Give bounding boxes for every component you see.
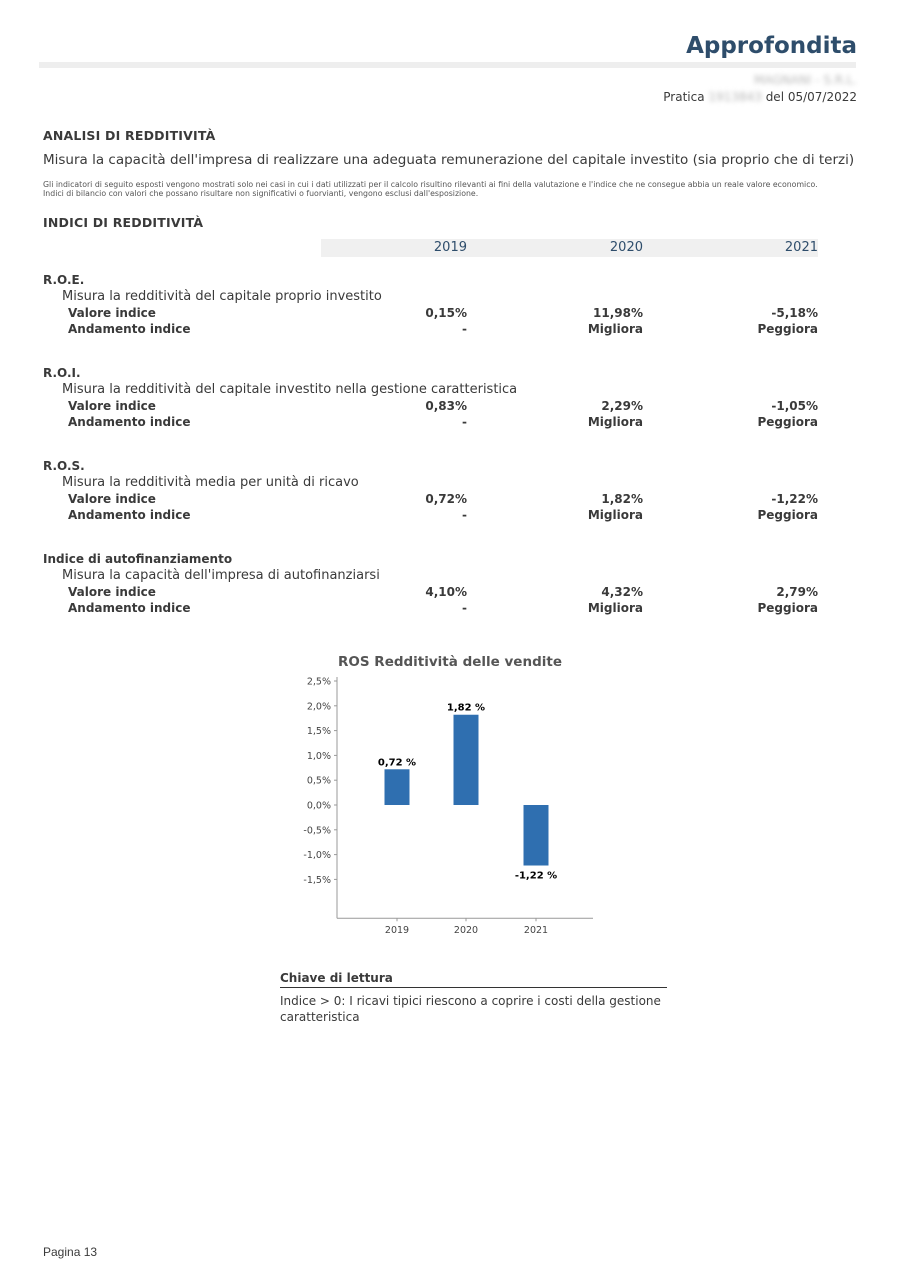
y-tick-label: 2,5%: [306, 676, 331, 688]
trend-cell: Migliora: [587, 322, 643, 336]
indices-title: INDICI DI REDDITIVITÀ: [43, 215, 204, 230]
value-cell: 2,79%: [776, 585, 818, 599]
indicator-name: R.O.S.: [43, 459, 85, 473]
chart-plot-area: [303, 677, 593, 936]
trend-cell: Migliora: [587, 415, 643, 429]
trend-cell: -: [462, 322, 467, 336]
trend-row-label: Andamento indice: [68, 508, 191, 522]
trend-cell: Migliora: [587, 601, 643, 615]
reading-key-text: Indice > 0: I ricavi tipici riescono a coprire i costi della gestione caratteristica: [280, 994, 661, 1024]
trend-row-label: Andamento indice: [68, 322, 191, 336]
section-title: ANALISI DI REDDITIVITÀ: [43, 128, 216, 143]
y-tick-label: -0,5%: [303, 825, 331, 837]
trend-cell: -: [462, 508, 467, 522]
header-divider: [39, 62, 856, 68]
y-tick-label: -1,5%: [303, 874, 331, 886]
value-cell: 1,82%: [601, 492, 643, 506]
indicator-description: Misura la capacità dell'impresa di autofinanziarsi: [62, 568, 380, 583]
bar: [454, 715, 479, 805]
y-tick-label: 1,0%: [306, 750, 331, 762]
value-cell: -1,05%: [771, 399, 818, 413]
trend-row-label: Andamento indice: [68, 601, 191, 615]
value-cell: 0,83%: [425, 399, 467, 413]
y-tick-label: 1,5%: [306, 726, 331, 738]
company-name: MAGNANI - S.R.L.: [754, 73, 857, 87]
note-line-2: Indici di bilancio con valori che possano risultare non significativi o fuorvianti, vengono esclusi dall'esposizione.: [43, 189, 479, 198]
trend-cell: -: [462, 415, 467, 429]
chart-title: ROS Redditività delle vendite: [338, 654, 562, 670]
report-type-title: Approfondita: [686, 33, 857, 59]
trend-cell: Peggiora: [757, 601, 818, 615]
indicator-description: Misura la redditività del capitale proprio investito: [62, 289, 382, 304]
pratica-label: Pratica: [663, 90, 705, 104]
bar-data-label: 0,72 %: [377, 757, 417, 769]
value-cell: 0,15%: [425, 306, 467, 320]
trend-row-label: Andamento indice: [68, 415, 191, 429]
indicator-name: Indice di autofinanziamento: [43, 552, 233, 566]
trend-cell: Peggiora: [757, 322, 818, 336]
value-row-label: Valore indice: [68, 399, 156, 413]
trend-cell: Peggiora: [757, 415, 818, 429]
bar-data-label: -1,22 %: [514, 870, 558, 882]
bar: [524, 805, 549, 866]
value-row-label: Valore indice: [68, 306, 156, 320]
indicator-name: R.O.E.: [43, 273, 85, 287]
trend-cell: -: [462, 601, 467, 615]
reading-key-divider: [280, 987, 667, 988]
page-number: Pagina 13: [43, 1245, 98, 1259]
value-row-label: Valore indice: [68, 585, 156, 599]
section-note: [43, 180, 843, 198]
trend-cell: Peggiora: [757, 508, 818, 522]
value-cell: -1,22%: [771, 492, 818, 506]
x-tick-label: 2021: [523, 925, 549, 935]
indicator-description: Misura la redditività del capitale investito nella gestione caratteristica: [62, 382, 518, 397]
value-cell: 0,72%: [425, 492, 467, 506]
value-cell: 4,32%: [601, 585, 643, 599]
y-tick-label: 0,5%: [306, 775, 331, 787]
y-tick-label: -1,0%: [303, 850, 331, 862]
y-tick-label: 2,0%: [306, 701, 331, 713]
ros-chart-svg: [295, 645, 605, 935]
value-cell: 4,10%: [425, 585, 467, 599]
section-subtitle: Misura la capacità dell'impresa di realizzare una adeguata remunerazione del capitale investito (sia proprio che di terzi): [43, 152, 855, 168]
indicator-name: R.O.I.: [43, 366, 81, 380]
indicator-description: Misura la redditività media per unità di ricavo: [62, 475, 359, 490]
value-cell: 2,29%: [601, 399, 643, 413]
pratica-code: 1913843: [708, 90, 762, 104]
value-row-label: Valore indice: [68, 492, 156, 506]
x-tick-label: 2020: [453, 925, 479, 935]
bar: [385, 769, 410, 805]
bar-data-label: 1,82 %: [446, 702, 486, 714]
value-cell: 11,98%: [593, 306, 643, 320]
reading-key-title: Chiave di lettura: [280, 971, 393, 985]
x-tick-label: 2019: [384, 925, 410, 935]
value-cell: -5,18%: [771, 306, 818, 320]
note-line-1: Gli indicatori di seguito esposti vengono mostrati solo nei casi in cui i dati utilizzati per il calcolo risultino rilevanti ai fini della valutazione e l'indice che ne consegue abbia un reale valore economico.: [43, 180, 818, 189]
y-tick-label: 0,0%: [306, 800, 331, 812]
pratica-date: del 05/07/2022: [765, 90, 857, 104]
trend-cell: Migliora: [587, 508, 643, 522]
year-2021: 2021: [784, 240, 818, 255]
year-2020: 2020: [609, 240, 643, 255]
pratica-line: [663, 90, 857, 104]
year-2019: 2019: [433, 240, 467, 255]
ros-chart: [295, 645, 605, 935]
